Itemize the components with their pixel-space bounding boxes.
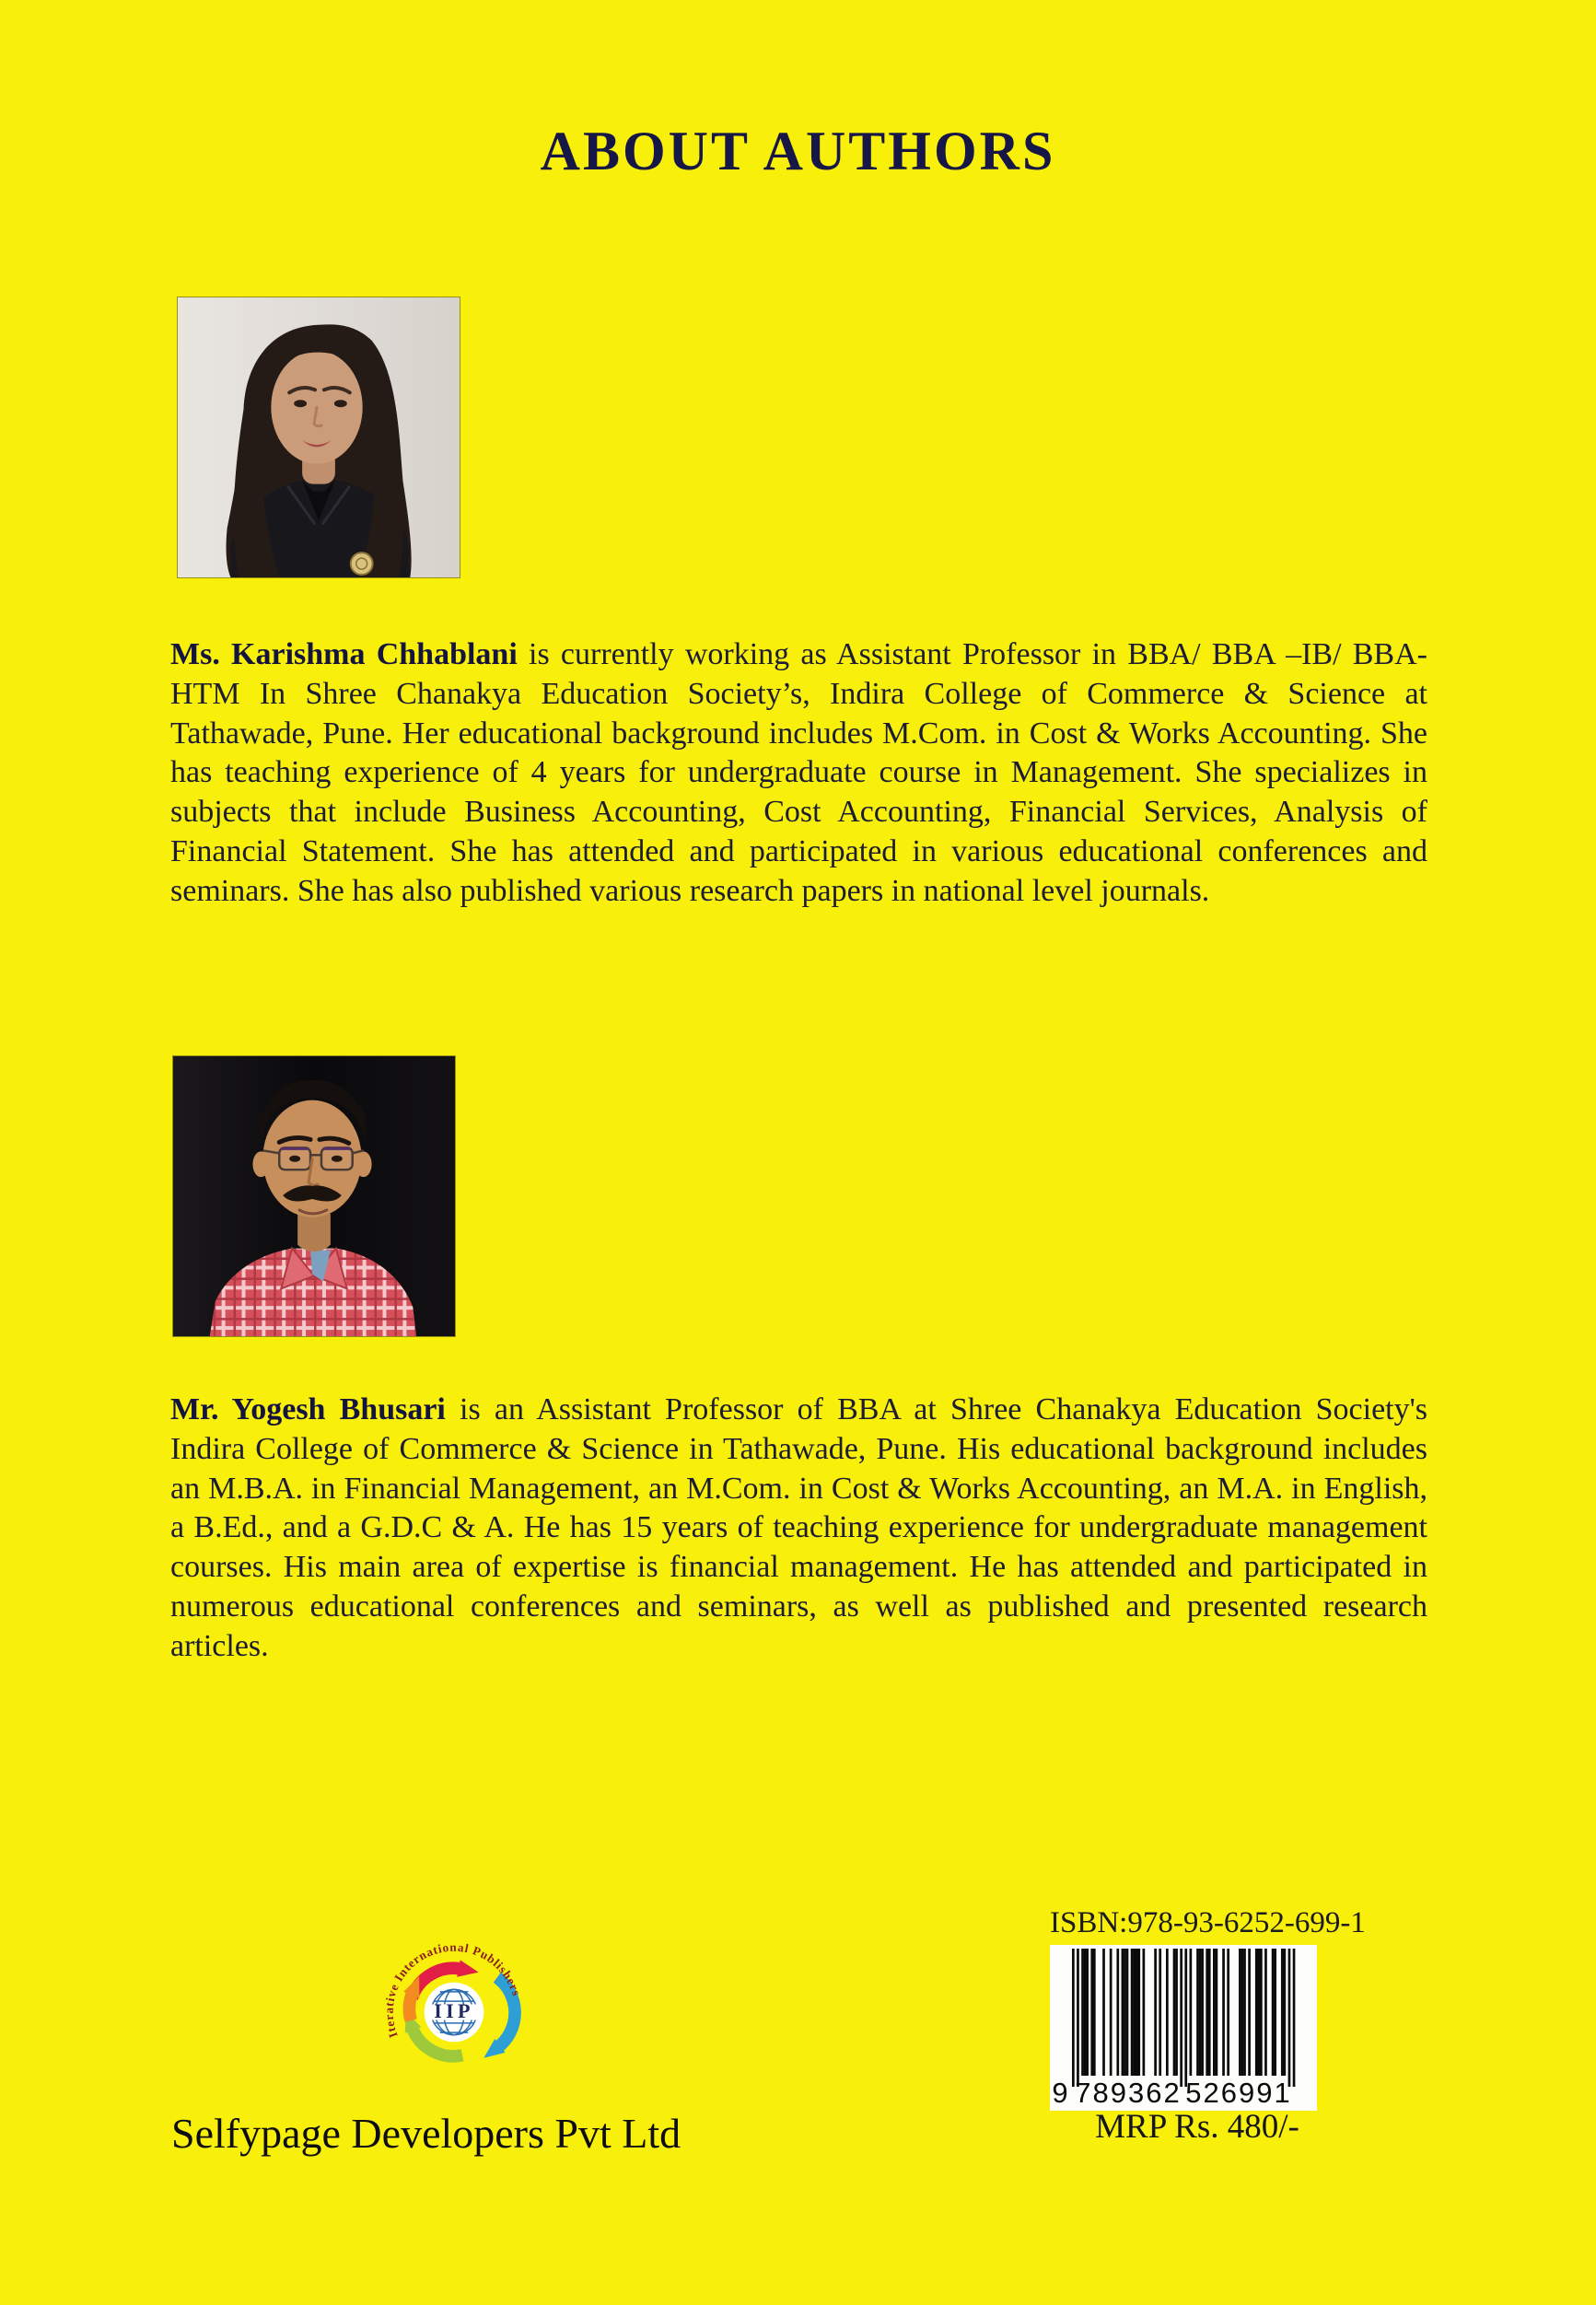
author-photo-karishma — [177, 297, 460, 578]
isbn-text: ISBN:978-93-6252-699-1 — [1050, 1906, 1366, 1939]
barcode-bars — [1072, 1949, 1295, 2087]
author-bio-yogesh — [170, 1391, 1427, 1667]
author-bio-karishma — [170, 635, 1427, 912]
woman-portrait-image — [178, 297, 460, 577]
author-name-karishma: Ms. Karishma Chhablani — [170, 637, 518, 671]
barcode-digits — [1052, 2077, 1291, 2109]
author-photo-yogesh — [172, 1055, 456, 1337]
man-portrait-image — [173, 1056, 455, 1336]
publisher-name: Selfypage Developers Pvt Ltd — [171, 2110, 682, 2157]
svg-text:789362: 789362 — [1075, 2077, 1182, 2109]
author-bio-text-karishma: is currently working as Assistant Professor in BBA/ BBA –IB/ BBA-HTM In Shree Chanakya Education Society’s, Indira College of Commerce & Science at Tathawade, Pune. Her educational background includes M.Com. in Cost & Works Accounting. She has teaching experience of 4 years for undergraduate course in Management. She specializes in subjects that include Business Accounting, Cost Accounting, Financial Services, Analysis of Financial Statement. She has attended and participated in various educational conferences and seminars. She has also published various research papers in national level journals. — [170, 637, 1427, 908]
page-title: ABOUT AUTHORS — [540, 121, 1056, 181]
barcode — [1050, 1945, 1317, 2111]
svg-text:9: 9 — [1052, 2077, 1070, 2109]
author-bio-text-yogesh: is an Assistant Professor of BBA at Shree Chanakya Education Society's Indira College of Commerce & Science in Tathawade, Pune. His educational background includes an M.B.A. in Financial Management, an M.Com. in Cost & Works Accounting, an M.A. in English, a B.Ed., and a G.D.C & A. He has 15 years of teaching experience for undergraduate management courses. His main area of expertise is financial management. He has attended and participated in numerous educational conferences and seminars, as well as published and presented research articles. — [170, 1392, 1427, 1663]
badge-pin — [351, 553, 373, 575]
author-name-yogesh: Mr. Yogesh Bhusari — [170, 1392, 446, 1426]
logo-ring-text: Iterative International Publishers — [381, 1939, 524, 2040]
publisher-logo — [376, 1934, 532, 2090]
logo-monogram: IIP — [434, 1998, 474, 2022]
svg-text:526991: 526991 — [1185, 2077, 1292, 2109]
mrp-text: MRP Rs. 480/- — [1095, 2108, 1299, 2146]
